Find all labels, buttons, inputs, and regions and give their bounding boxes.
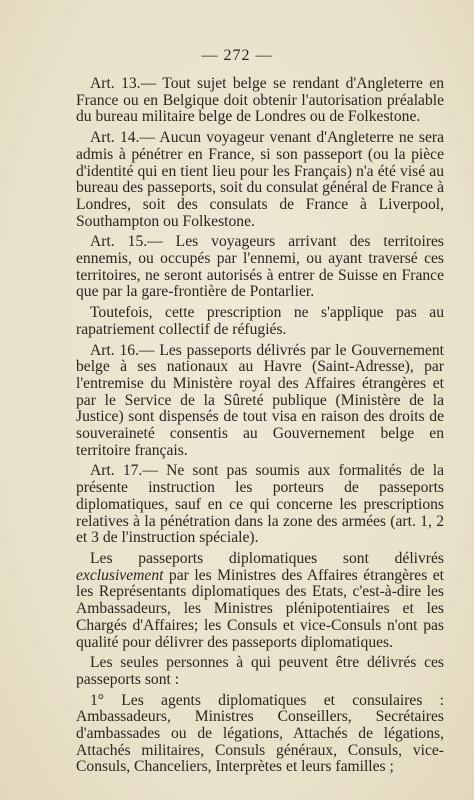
article-17-paragraph: Art. 17.— Ne sont pas soumis aux formalités de la présente instruction les porteurs de passeports diplomatiques, sauf en ce qui concerne les prescriptions relatives à la pénétration dans la zone des armées (art. 1, 2 et 3 de l'instruction spéciale). [76, 462, 444, 547]
article-15-paragraph: Art. 15.— Les voyageurs arrivant des territoires ennemis, ou occupés par l'ennemi, ou ayant traversé ces territoires, ne seront autorisés à entrer de Suisse en France que par la gare-frontière de Pontarlier. [76, 233, 444, 301]
article-16-paragraph: Art. 16.— Les passeports délivrés par le Gouvernement belge à ses nationaux au Havre (Saint-Adresse), par l'entremise du Ministère royal des Affaires étrangères et par le Service de la Sûreté publique (Ministère de la Justice) sont dispensés de tout visa en raison des droits de souveraineté consentis au Gouvernement belge en territoire français. [76, 341, 444, 459]
exclusivement-emphasis: exclusivement [76, 566, 164, 584]
diplomatic-passports-paragraph [76, 551, 444, 651]
diplomatic-agents-list-item: 1° Les agents diplomatiques et consulaires : Ambassadeurs, Ministres Conseillers, Secrétaires d'ambassades ou de légations, Attachés de légations, Attachés militaires, Consuls généraux, Consuls, vice-Consuls, Chanceliers, Interprètes et leurs familles ; [76, 691, 444, 776]
page-number: — 272 — [201, 47, 273, 64]
diplomatic-passports-text-start: Les passeports diplomatiques sont délivrés [90, 549, 444, 567]
exception-paragraph: Toutefois, cette prescription ne s'applique pas au rapatriement collectif de réfugiés. [76, 304, 444, 338]
diplomatic-passports-text-end: par les Ministres des Affaires étrangères et les Représentants diplomatiques des Etats, c'est-à-dire les Ambassadeurs, les Ministres plénipotentiaires et les Chargés d'Affaires; les Consuls et vice-Consuls n'ont pas qualité pour délivrer des passeports diplomatiques. [76, 566, 444, 651]
article-13-paragraph: Art. 13.— Tout sujet belge se rendant d'Angleterre en France ou en Belgique doit obtenir l'autorisation préalable du bureau militaire belge de Londres ou de Folkestone. [76, 75, 444, 126]
page-body [76, 76, 444, 780]
eligible-persons-paragraph: Les seules personnes à qui peuvent être délivrés ces passeports sont : [76, 654, 444, 688]
article-14-paragraph: Art. 14.— Aucun voyageur venant d'Angleterre ne sera admis à pénétrer en France, si son passeport (ou la pièce d'identité qui en tient lieu pour les Français) n'a été visé au bureau des passeports, soit du consulat général de France à Londres, soit des consulats de France à Liverpool, Southampton ou Folkestone. [76, 129, 444, 230]
